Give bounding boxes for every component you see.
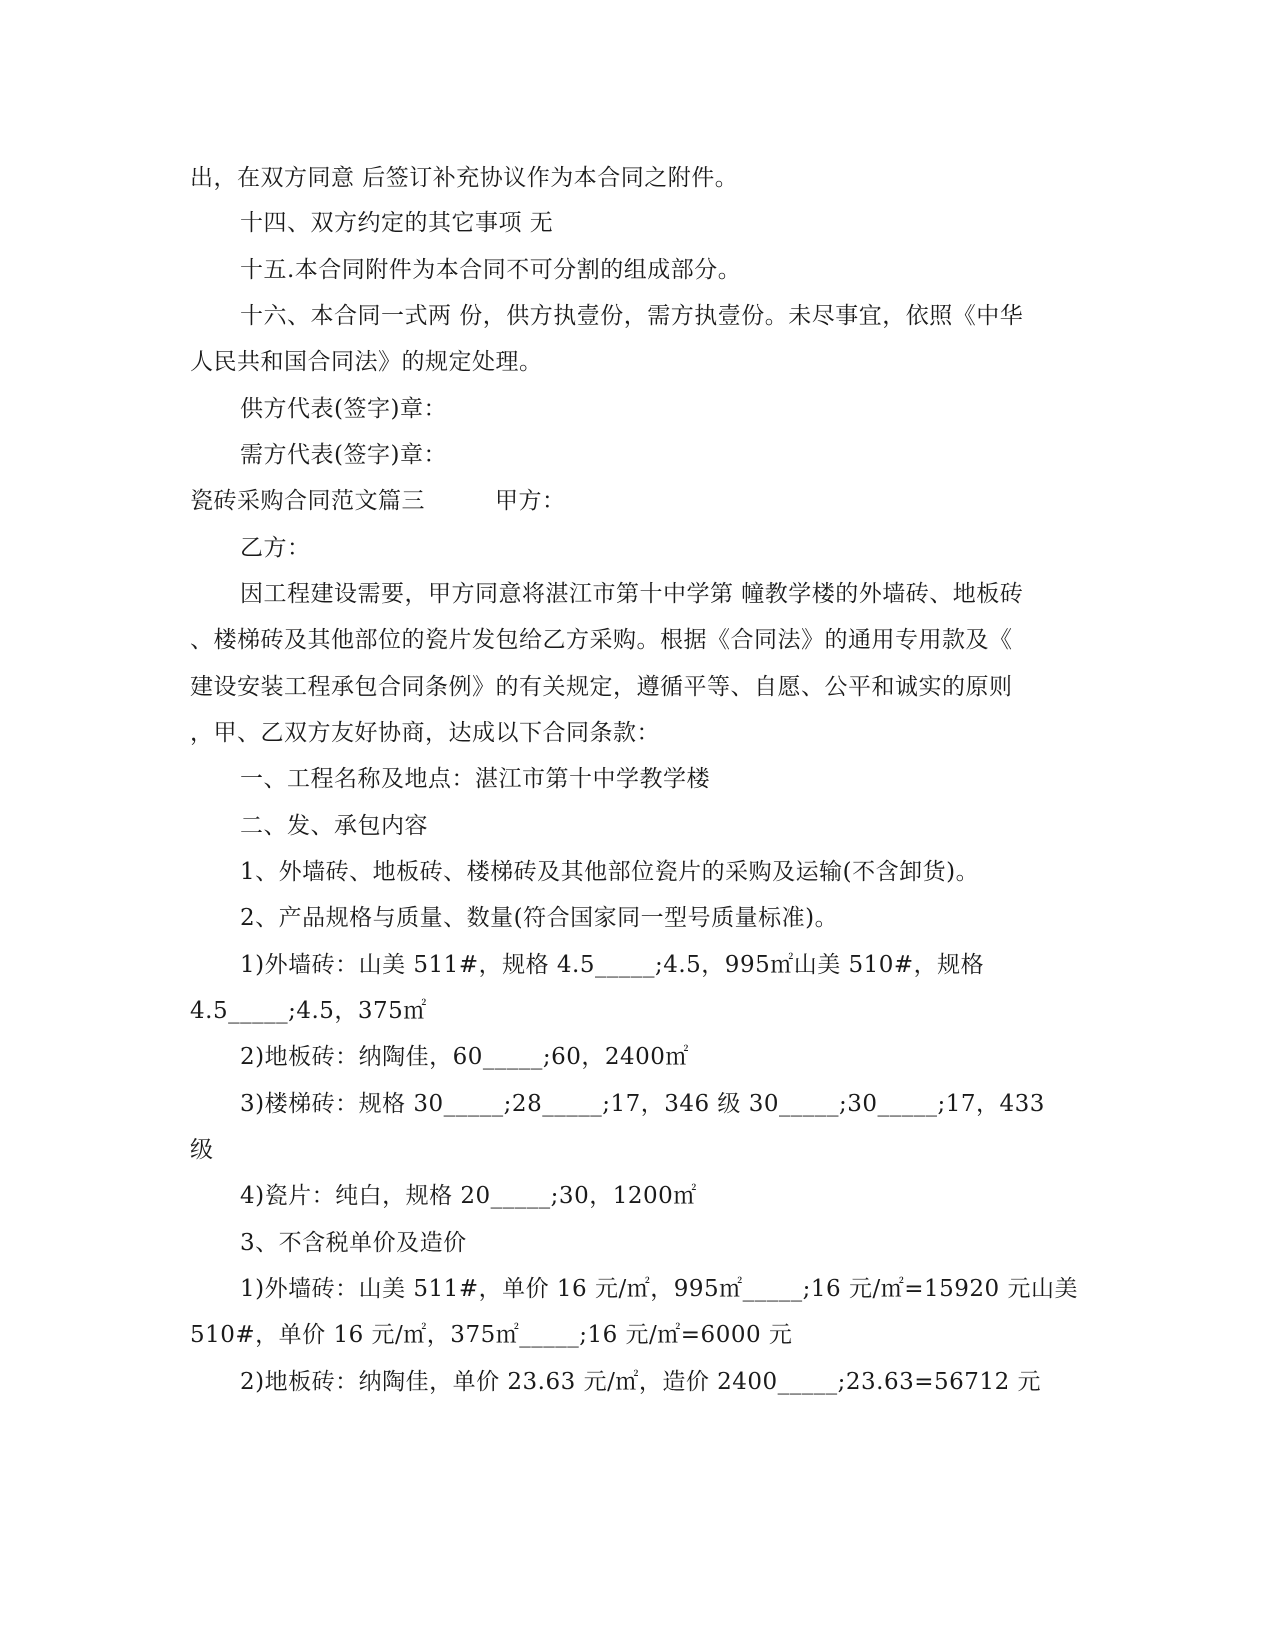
party-a-label: 甲方： [495, 488, 566, 514]
party-b-label: 乙方： [240, 535, 311, 561]
text-line: 3)楼梯砖：规格 30_____;28_____;17，346 级 30_____;30_____;17，433 [240, 1091, 1045, 1117]
text-line: 一、工程名称及地点：湛江市第十中学教学楼 [240, 766, 710, 792]
text-line: 2)地板砖：纳陶佳，单价 23.63 元/㎡，造价 2400_____;23.63=56712 元 [240, 1369, 1042, 1395]
text-line: 4.5_____;4.5，375㎡ [190, 998, 427, 1024]
section-title: 瓷砖采购合同范文篇三 [190, 488, 425, 514]
signature-line-buyer: 需方代表(签字)章： [240, 442, 447, 468]
text-line: 级 [190, 1137, 214, 1163]
text-line: 十六、本合同一式两 份，供方执壹份，需方执壹份。未尽事宜，依照《中华 [240, 303, 1024, 329]
text-line: 510#，单价 16 元/㎡，375㎡_____;16 元/㎡=6000 元 [190, 1322, 793, 1348]
text-line: 十五.本合同附件为本合同不可分割的组成部分。 [240, 257, 742, 283]
text-line: 1)外墙砖：山美 511#，规格 4.5_____;4.5，995㎡山美 510#，规格 [240, 952, 985, 978]
text-line: ，甲、乙双方友好协商，达成以下合同条款： [190, 720, 660, 746]
text-line: 因工程建设需要，甲方同意将湛江市第十中学第 幢教学楼的外墙砖、地板砖 [240, 581, 1024, 607]
text-line: 、楼梯砖及其他部位的瓷片发包给乙方采购。根据《合同法》的通用专用款及《 [190, 627, 1013, 653]
text-line: 4)瓷片：纯白，规格 20_____;30，1200㎡ [240, 1183, 697, 1209]
text-line: 1、外墙砖、地板砖、楼梯砖及其他部位瓷片的采购及运输(不含卸货)。 [240, 859, 980, 885]
text-line: 1)外墙砖：山美 511#，单价 16 元/㎡，995㎡_____;16 元/㎡=15920 元山美 [240, 1276, 1078, 1302]
text-line: 出，在双方同意 后签订补充协议作为本合同之附件。 [190, 165, 739, 191]
text-line: 十四、双方约定的其它事项 无 [240, 210, 554, 236]
text-line: 人民共和国合同法》的规定处理。 [190, 349, 543, 375]
text-line: 3、不含税单价及造价 [240, 1230, 467, 1256]
text-line: 建设安装工程承包合同条例》的有关规定，遵循平等、自愿、公平和诚实的原则 [190, 674, 1013, 700]
text-line: 2)地板砖：纳陶佳，60_____;60，2400㎡ [240, 1044, 689, 1070]
text-line: 二、发、承包内容 [240, 813, 428, 839]
signature-line-supplier: 供方代表(签字)章： [240, 396, 447, 422]
text-line: 2、产品规格与质量、数量(符合国家同一型号质量标准)。 [240, 905, 839, 931]
